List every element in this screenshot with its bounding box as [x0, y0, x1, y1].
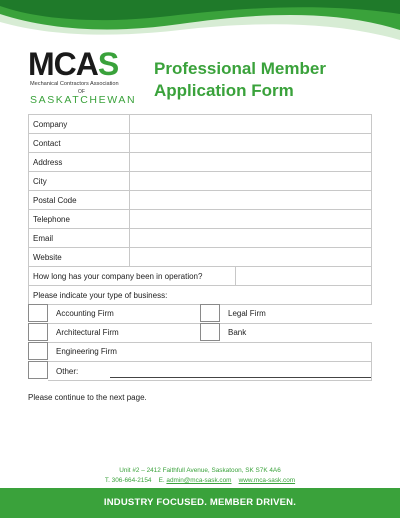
field-label-years: How long has your company been in operation? [29, 267, 236, 286]
field-row-contact [29, 134, 372, 153]
option-label-legal: Legal Firm [228, 309, 266, 318]
footer-phone: T. 306-664-2154 [104, 477, 152, 484]
form-title-line2: Application Form [154, 81, 294, 100]
footer-address: Unit #2 – 2412 Faithfull Avenue, Saskatoon, SK S7K 4A6 [119, 467, 281, 474]
years-question-table [28, 266, 372, 305]
field-input-email[interactable] [130, 229, 372, 248]
field-row-telephone [29, 210, 372, 229]
field-label-website: Website [29, 248, 130, 267]
field-label-email: Email [29, 229, 130, 248]
field-input-address[interactable] [130, 153, 372, 172]
row-divider [48, 380, 372, 381]
footer-website-link[interactable]: www.mca-sask.com [238, 477, 296, 484]
form-title [154, 58, 326, 102]
footer-slogan: INDUSTRY FOCUSED. MEMBER DRIVEN. [103, 497, 297, 508]
business-type-prompt-row [29, 286, 372, 305]
footer-email-label: E. [158, 477, 165, 484]
field-input-contact[interactable] [130, 134, 372, 153]
checkbox-legal[interactable] [200, 304, 220, 322]
footer-email-link[interactable]: admin@mca-sask.com [166, 477, 232, 484]
field-row-website [29, 248, 372, 267]
field-label-postal-code: Postal Code [29, 191, 130, 210]
row-divider [48, 342, 372, 343]
field-row-email [29, 229, 372, 248]
option-label-other: Other: [56, 367, 79, 376]
option-label-bank: Bank [228, 328, 247, 337]
field-input-years[interactable] [236, 267, 372, 286]
logo-subtitle: Mechanical Contractors Association [30, 81, 119, 87]
application-fields-table [28, 114, 372, 267]
header-swoosh [0, 0, 400, 52]
field-input-company[interactable] [130, 115, 372, 134]
business-type-prompt: Please indicate your type of business: [29, 286, 372, 305]
logo-wordmark: MCAS [28, 46, 119, 82]
field-input-postal-code[interactable] [130, 191, 372, 210]
row-divider [220, 323, 372, 324]
logo-region: SASKATCHEWAN [30, 94, 137, 106]
checkbox-architectural[interactable] [28, 323, 48, 341]
checkbox-bank[interactable] [200, 323, 220, 341]
field-label-telephone: Telephone [29, 210, 130, 229]
row-divider [48, 361, 372, 362]
field-input-city[interactable] [130, 172, 372, 191]
field-label-contact: Contact [29, 134, 130, 153]
logo-of: OF [78, 89, 85, 95]
field-row-address [29, 153, 372, 172]
field-row-city [29, 172, 372, 191]
footer-contact [0, 466, 400, 486]
field-row-postal-code [29, 191, 372, 210]
right-border [371, 342, 372, 380]
row-divider [48, 323, 200, 324]
other-input-line[interactable] [110, 377, 372, 378]
field-input-website[interactable] [130, 248, 372, 267]
checkbox-accounting[interactable] [28, 304, 48, 322]
field-input-telephone[interactable] [130, 210, 372, 229]
checkbox-other[interactable] [28, 361, 48, 379]
field-label-address: Address [29, 153, 130, 172]
field-row-company [29, 115, 372, 134]
option-label-accounting: Accounting Firm [56, 309, 114, 318]
option-label-architectural: Architectural Firm [56, 328, 119, 337]
footer-contact-line [0, 476, 400, 486]
field-label-city: City [29, 172, 130, 191]
field-label-company: Company [29, 115, 130, 134]
business-type-options [28, 304, 372, 382]
mcas-logo [28, 46, 140, 108]
checkbox-engineering[interactable] [28, 342, 48, 360]
form-title-line1: Professional Member [154, 59, 326, 78]
option-label-engineering: Engineering Firm [56, 347, 117, 356]
continue-note: Please continue to the next page. [28, 393, 147, 402]
field-row-years [29, 267, 372, 286]
